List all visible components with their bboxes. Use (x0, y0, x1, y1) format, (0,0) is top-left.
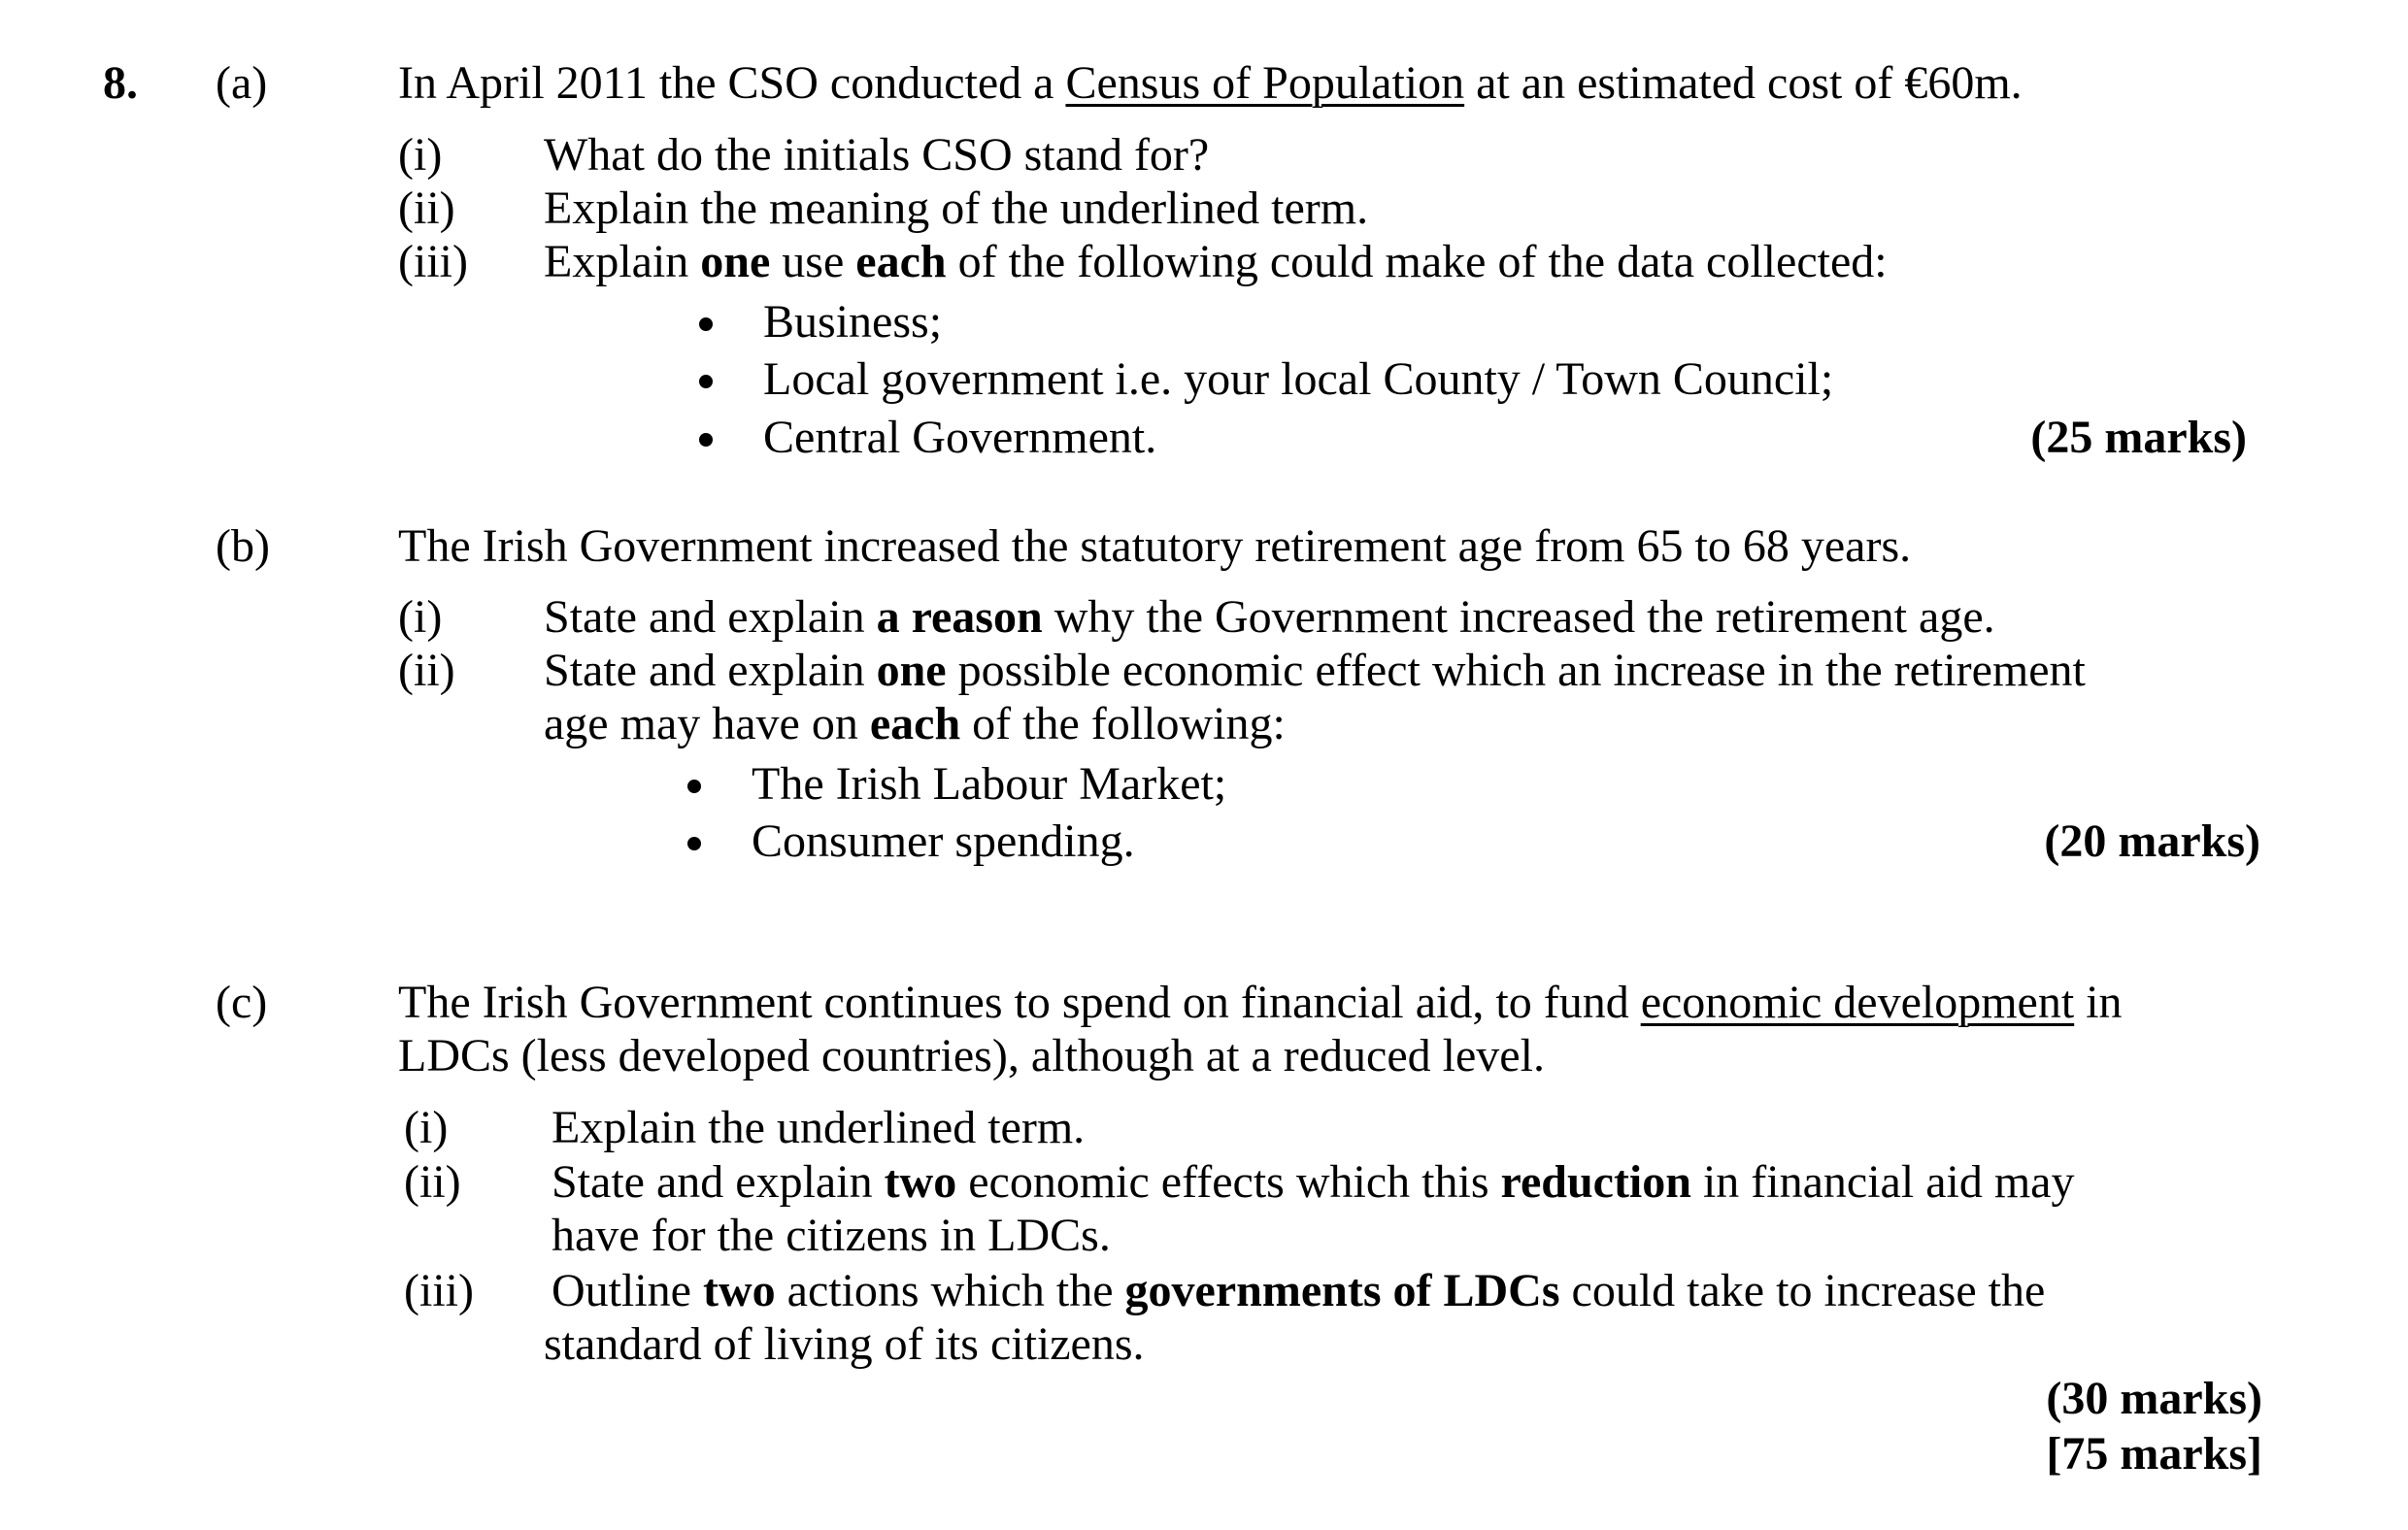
part-a-marks: (25 marks) (2030, 412, 2247, 463)
bold-segment: two (884, 1156, 957, 1208)
text-segment: State and explain (552, 1156, 885, 1208)
part-a-intro (398, 56, 2023, 111)
text-segment: age may have on (544, 698, 870, 749)
part-b-intro: The Irish Government increased the statutory retirement age from 65 to 68 years. (398, 520, 1912, 572)
part-a-item-iii-label: (iii) (398, 236, 468, 287)
bullet-icon (699, 375, 713, 388)
bold-segment: each (869, 698, 961, 749)
part-b-item-ii-text (544, 644, 2086, 698)
part-c-item-iii-text (552, 1264, 2045, 1318)
part-c-item-ii-label: (ii) (404, 1156, 461, 1208)
text-segment: Explain (544, 236, 701, 287)
part-a-intro-post: at an estimated cost of €60m. (1464, 57, 2023, 109)
part-c-marks: (30 marks) (2046, 1373, 2262, 1424)
text-segment: in (2074, 977, 2123, 1028)
text-segment: The Irish Government continues to spend on financial aid, to fund (398, 977, 1641, 1028)
part-a-underlined-term: Census of Population (1065, 57, 1465, 109)
text-segment: economic effects which this (956, 1156, 1501, 1208)
text-segment: State and explain (544, 645, 877, 696)
part-c-item-ii-text-line2: have for the citizens in LDCs. (552, 1210, 1111, 1261)
part-b-bullet-2: Consumer spending. (752, 815, 1135, 867)
bullet-icon (687, 780, 701, 793)
part-c-item-iii-text-line2: standard of living of its citizens. (544, 1318, 1145, 1370)
part-a-label: (a) (216, 57, 268, 109)
part-c-item-i-label: (i) (404, 1102, 449, 1153)
part-b-marks: (20 marks) (2044, 815, 2260, 867)
part-a-bullet-1: Business; (763, 296, 943, 348)
part-b-item-ii-text-line2 (544, 697, 1286, 751)
bold-segment: a reason (876, 591, 1043, 643)
part-c-underlined-term: economic development (1640, 977, 2075, 1028)
part-a-item-i-label: (i) (398, 129, 443, 181)
part-b-item-i-label: (i) (398, 591, 443, 643)
part-a-item-iii-text (544, 235, 1888, 289)
text-segment: could take to increase the (1559, 1265, 2046, 1316)
bold-segment: one (876, 645, 947, 696)
bold-segment: one (700, 236, 771, 287)
part-a-item-ii-text: Explain the meaning of the underlined term. (544, 183, 1369, 234)
bullet-icon (687, 837, 701, 850)
bold-segment: two (702, 1265, 776, 1316)
text-segment: State and explain (544, 591, 877, 643)
part-c-intro-line2: LDCs (less developed countries), although at a reduced level. (398, 1030, 1545, 1081)
part-b-item-ii-label: (ii) (398, 645, 455, 696)
text-segment: actions which the (775, 1265, 1125, 1316)
part-c-item-ii-text (552, 1155, 2074, 1210)
text-segment: Outline (552, 1265, 703, 1316)
part-c-item-i-text: Explain the underlined term. (552, 1102, 1086, 1153)
text-segment: use (770, 236, 856, 287)
part-a-bullet-3: Central Government. (763, 412, 1157, 463)
part-a-item-i-text: What do the initials CSO stand for? (544, 129, 1210, 181)
part-c-item-iii-label: (iii) (404, 1265, 474, 1316)
part-a-item-ii-label: (ii) (398, 183, 455, 234)
bullet-icon (699, 433, 713, 447)
part-c-label: (c) (216, 977, 268, 1028)
text-segment: of the following: (960, 698, 1286, 749)
bold-segment: governments of LDCs (1124, 1265, 1560, 1316)
text-segment: possible economic effect which an increase in the retirement (946, 645, 2086, 696)
bold-segment: each (855, 236, 947, 287)
part-a-bullet-2: Local government i.e. your local County / Town Council; (763, 353, 1834, 405)
question-total-marks: [75 marks] (2046, 1428, 2262, 1480)
bullet-icon (699, 317, 713, 331)
bold-segment: reduction (1500, 1156, 1691, 1208)
text-segment: in financial aid may (1690, 1156, 2075, 1208)
part-a-intro-pre: In April 2011 the CSO conducted a (398, 57, 1066, 109)
part-b-label: (b) (216, 520, 270, 572)
part-b-item-i-text (544, 590, 1995, 645)
part-b-bullet-1: The Irish Labour Market; (752, 758, 1227, 810)
text-segment: why the Government increased the retirement age. (1042, 591, 1995, 643)
part-c-intro (398, 976, 2123, 1030)
text-segment: of the following could make of the data collected: (946, 236, 1888, 287)
question-number: 8. (103, 57, 138, 109)
